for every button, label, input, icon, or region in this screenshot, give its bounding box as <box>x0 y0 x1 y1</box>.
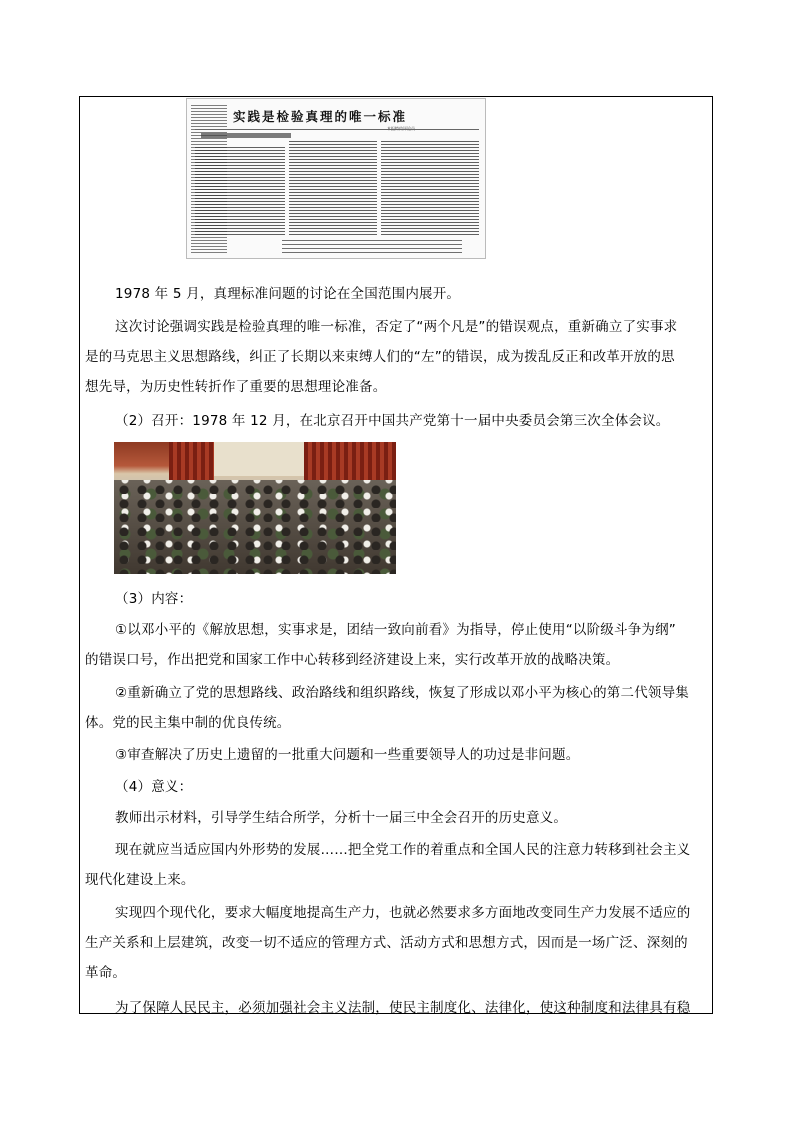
text-line: 这次讨论强调实践是检验真理的唯一标准，否定了“两个凡是”的错误观点，重新确立了实事求 <box>115 319 678 335</box>
paragraph-content-heading: （3）内容： <box>115 591 193 607</box>
text-line: 实现四个现代化，要求大幅度地提高生产力，也就必然要求多方面地改变同生产力发展不适应的 <box>115 905 691 921</box>
paragraph-teacher-instruction: 教师出示材料，引导学生结合所学，分析十一届三中全会召开的历史意义。 <box>115 810 568 826</box>
paragraph-significance-heading: （4）意义： <box>115 779 193 795</box>
newspaper-footer <box>282 239 462 253</box>
text-line: 体。党的民主集中制的优良传统。 <box>85 715 291 731</box>
paragraph-content-item-2 <box>85 678 705 738</box>
photo-curtain <box>304 442 396 480</box>
photo-curtain <box>169 442 214 480</box>
paragraph-quote-2 <box>85 898 705 988</box>
newspaper-column <box>381 139 479 235</box>
newspaper-image <box>186 98 486 259</box>
paragraph-discussion-significance <box>85 312 705 402</box>
paragraph-session-held: （2）召开：1978 年 12 月，在北京召开中国共产党第十一届中央委员会第三次全体会议。 <box>115 413 670 429</box>
newspaper-rule <box>195 129 479 130</box>
paragraph-quote-3: 为了保障人民民主，必须加强社会主义法制，使民主制度化、法律化，使这种制度和法律具有稳 <box>115 1000 691 1016</box>
paragraph-content-item-3: ③审查解决了历史上遗留的一批重大问题和一些重要领导人的功过是非问题。 <box>115 747 580 763</box>
text-line: 想先导，为历史性转折作了重要的思想理论准备。 <box>85 379 387 395</box>
text-line: 生产关系和上层建筑，改变一切不适应的管理方式、活动方式和思想方式，因而是一场广泛、深刻的 <box>85 935 688 951</box>
text-line: ①以邓小平的《解放思想，实事求是，团结一致向前看》为指导，停止使用“以阶级斗争为纲” <box>115 622 676 638</box>
newspaper-column <box>195 145 285 235</box>
newspaper-headline: 实践是检验真理的唯一标准 <box>233 109 408 124</box>
text-line: ②重新确立了党的思想路线、政治路线和组织路线，恢复了形成以邓小平为核心的第二代领导集 <box>115 685 690 701</box>
photo-audience <box>114 480 396 574</box>
newspaper-column <box>289 139 377 235</box>
text-line: 现在就应当适应国内外形势的发展……把全党工作的着重点和全国人民的注意力转移到社会主义 <box>115 842 691 858</box>
text-line: 现代化建设上来。 <box>85 872 195 888</box>
paragraph-truth-discussion: 1978 年 5 月，真理标准问题的讨论在全国范围内展开。 <box>115 286 461 302</box>
newspaper-subhead <box>201 133 291 138</box>
text-line: 是的马克思主义思想路线，纠正了长期以来束缚人们的“左”的错误，成为拨乱反正和改革开放的思 <box>85 349 675 365</box>
paragraph-quote-1 <box>85 835 705 895</box>
text-line: 的错误口号，作出把党和国家工作中心转移到经济建设上来，实行改革开放的战略决策。 <box>85 652 620 668</box>
paragraph-content-item-1 <box>85 615 705 675</box>
photo-wall <box>214 442 304 476</box>
text-line: 革命。 <box>85 965 127 981</box>
plenum-meeting-photo <box>114 442 396 574</box>
